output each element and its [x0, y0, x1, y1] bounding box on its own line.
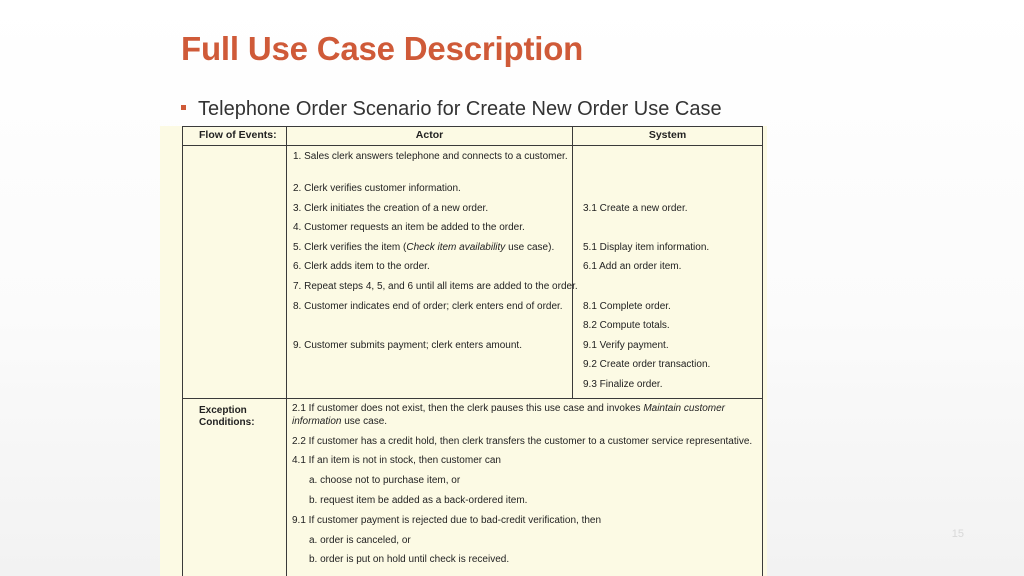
- bullet-square-icon: [181, 105, 186, 110]
- actor-step: [293, 378, 568, 398]
- exception-subitem: b. order is put on hold until check is received.: [309, 554, 510, 566]
- system-step: 9.3 Finalize order.: [583, 378, 663, 390]
- actor-step: 9. Customer submits payment; clerk enters amount.: [293, 339, 522, 351]
- exception-item: 9.1 If customer payment is rejected due to bad-credit verification, then: [292, 514, 602, 526]
- actor-step: 6. Clerk adds item to the order.: [293, 261, 430, 273]
- system-step: 5.1 Display item information.: [583, 241, 710, 253]
- actor-step: 4. Customer requests an item be added to the order.: [293, 222, 525, 234]
- exception-conditions-label: Exception Conditions:: [183, 398, 287, 576]
- flow-label-cell: [183, 146, 287, 399]
- system-step: 9.1 Verify payment.: [583, 339, 669, 351]
- actor-header: Actor: [287, 127, 573, 146]
- use-case-figure: [160, 126, 767, 576]
- actor-steps-cell: [287, 146, 578, 399]
- actor-step: 7. Repeat steps 4, 5, and 6 until all items are added to the order.: [293, 280, 578, 292]
- exception-subitem: b. request item be added as a back-ordered item.: [309, 494, 528, 506]
- system-step: [583, 280, 758, 300]
- exception-item: 2.1 If customer does not exist, then the clerk pauses this use case and invokes Maintain customer information use case.: [292, 402, 726, 427]
- system-step: [583, 221, 758, 241]
- actor-step: 2. Clerk verifies customer information.: [293, 183, 461, 194]
- actor-step: [293, 358, 568, 378]
- system-step: 9.2 Create order transaction.: [583, 359, 711, 371]
- system-step: 8.1 Complete order.: [583, 300, 671, 312]
- system-header: System: [573, 127, 763, 146]
- exception-item: 2.2 If customer has a credit hold, then clerk transfers the customer to a customer service representative.: [292, 435, 753, 447]
- system-step: 8.2 Compute totals.: [583, 320, 670, 332]
- actor-step: [293, 319, 568, 339]
- system-steps-cell: [573, 146, 763, 399]
- flow-of-events-row: [183, 146, 763, 399]
- system-step: [583, 150, 758, 182]
- exception-conditions-row: [183, 398, 763, 576]
- page-number: 15: [951, 528, 964, 540]
- system-step: [583, 182, 758, 202]
- actor-step: 5. Clerk verifies the item (Check item availability use case).: [293, 241, 555, 253]
- actor-step: 1. Sales clerk answers telephone and connects to a customer.: [293, 151, 568, 162]
- exception-item: 4.1 If an item is not in stock, then customer can: [292, 455, 501, 467]
- actor-step: 8. Customer indicates end of order; clerk enters end of order.: [293, 300, 563, 312]
- bullet-text: Telephone Order Scenario for Create New Order Use Case: [198, 98, 722, 120]
- bullet-item: [181, 98, 722, 124]
- system-step: 6.1 Add an order item.: [583, 261, 682, 273]
- flow-of-events-label: Flow of Events:: [183, 127, 287, 146]
- exception-conditions-cell: [287, 398, 763, 576]
- exception-subitem: a. choose not to purchase item, or: [309, 475, 461, 487]
- exception-subitem: a. order is canceled, or: [309, 534, 411, 546]
- use-case-table: [182, 126, 763, 576]
- slide-title: Full Use Case Description: [181, 30, 584, 67]
- actor-step: 3. Clerk initiates the creation of a new order.: [293, 202, 489, 214]
- system-step: 3.1 Create a new order.: [583, 202, 688, 214]
- table-header-row: [183, 127, 763, 146]
